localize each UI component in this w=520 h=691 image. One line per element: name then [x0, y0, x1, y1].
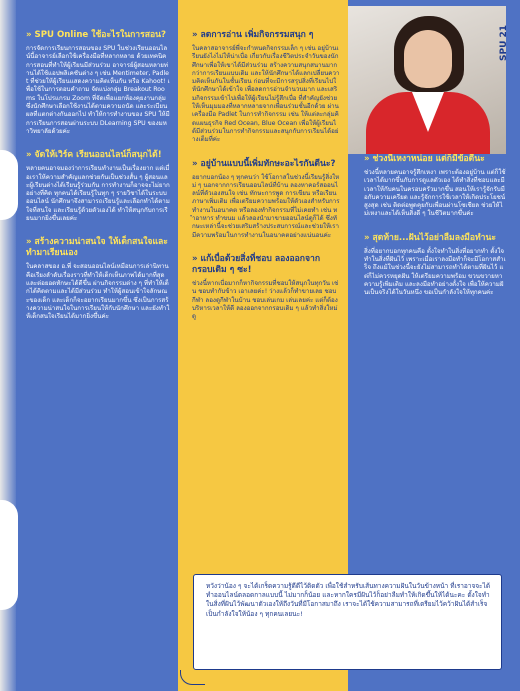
portrait-photo — [348, 6, 506, 154]
section-heading: » อยู่บ้านแบบนี้เพิ่มทักษะอะไรกันดีนะ? — [192, 158, 336, 169]
section-body: ในคลาสของ อ.พี่ จะสอนออนไลน์เหมือนการเล่านิทาน คือเรียงลำดับเรื่องราวที่ทำให้เด็กเห็นภาพได้มากที่สุด และต่อยอดทักษะได้ดีขึ้น ผ่านกิจกรรมต่าง ๆ ที่ทำให้เด็กได้คิดตามและได้มีส่วนร่วม ทำให้ผู้สอนเข้าใจลักษณะของเด็ก และเด็กก็จะอยากเรียนมากขึ้น ซึ่งเป็นการสร้างความน่าสนใจในการเรียนให้กับนักศึกษา และยังทำให้เด็กสนใจเรียนได้มากยิ่งขึ้นค่ะ — [26, 263, 170, 321]
decorative-shape — [0, 500, 18, 610]
photo-face — [404, 30, 452, 88]
left-column — [0, 0, 178, 691]
quote-box: หวังว่าน้อง ๆ จะได้เกร็ดความรู้ดีดีไว้ติดตัว เพื่อใช้สำหรับเส้นทางความฝันในวันข้างหน้า ที่เราอาจจะได้ทำออนไลน์ตลอดกาลแบบนี้ ไม่มากก็น้อย และหากใครมีฝันไว้ก็อย่าลืมทำให้เกิดขึ้นให้ได้นะคะ ตั้งใจทำในสิ่งที่ฝันไว้พัฒนาตัวเองให้ถึงวันที่มีโอกาสมาถึง เราจะได้ใช้ความสามารถที่เตรียมไว้คว้าฝันได้สำเร็จ เป็นกำลังใจให้น้อง ๆ ทุกคนเลยนะ! — [193, 574, 502, 670]
section-boredom — [192, 254, 340, 321]
decorative-shape — [0, 150, 18, 220]
section-heading: » ลดการอ่าน เพิ่มกิจกรรมสนุก ๆ — [192, 30, 314, 40]
section-heading: » สร้างความน่าสนใจ ให้เด็กสนใจและทำมาเรียนเอง — [26, 237, 168, 259]
section-heading: » สุดท้าย...ฝันไว้อย่าลืมลงมือทำนะ — [364, 232, 496, 243]
section-heading: » SPU Online ใช้อะไรในการสอน? — [26, 30, 166, 40]
section-body: ช่วงนี้หากเบื่อมากก็หากิจกรรมที่ชอบให้สนุกในทุกวัน เช่น ชอบทำกับข้าว เอาเลยค่ะ! ว่างแล้วก็ทำขายเลย ชอบกีฬา ลองดูกีฬาในบ้าน ชอบเล่นเกม เล่นเลยค่ะ แต่ก็ต้องบริหารเวลาให้ดี ลองออกจากกรอบเดิม ๆ แล้วทำสิ่งใหม่ดู — [192, 279, 339, 321]
section-heading: » ช่วงนี้เหงาหน่อย แต่ก็มีข้อดีนะ — [364, 154, 485, 164]
section-dream — [364, 233, 506, 298]
section-body: หลายคนอาจมองว่าการเรียนทำงานเป็นเรื่องยาก แต่เมื่อเราให้ความสำคัญแลกช่วยกันเป็นช่วงสั้น ๆ ผู้สอนและผู้เรียนต่างได้เรียนรู้ร่วมกัน การทำงานก็อาจจะไม่ยากอย่างที่คิด ทุกคนได้เรียนรู้ในทุก ๆ รายวิชาได้ในระบบออนไลน์ นักศึกษาจึงสามารถเรียนรู้และเลือกทำได้ตามใจที่สนใจ และเรียนรู้ด้วยตัวเองได้ ทำให้สนุกกับการเรียนมากยิ่งขึ้นเลยค่ะ — [26, 165, 170, 223]
section-body: ช่วงนี้หลายคนอาจรู้สึกเหงา เพราะต้องอยู่บ้าน แต่ก็ใช้เวลาได้มากขึ้นกับการดูแลตัวเอง ได้ทำสิ่งที่ชอบและมีเวลาให้กับคนในครอบครัวมากขึ้น สอนให้เรารู้จักรับมือกับความเครียด และรู้จักการใช้เวลาให้เกิดประโยชน์สูงสุด เช่น ติดต่อพูดคุยกับเพื่อนผ่านโซเชียล ช่วยให้ไม่เหงาและได้เห็นสิ่งดี ๆ ในชีวิตมากขึ้นค่ะ — [364, 169, 506, 218]
right-column-content — [364, 154, 506, 312]
section-body: การจัดการเรียนการสอนของ SPU ในช่วงเรียนออนไลน์นี้อาจารย์เลือกใช้เครื่องมือที่หลากหลาย ด้วยเทคนิคการสอนที่ทำให้ผู้เรียนมีส่วนร่วม อาจารย์ผู้สอนหลายท่านได้ใช้แอปพลิเคชันต่าง ๆ เช่น Mentimeter, Padlet ที่ช่วยให้ผู้เรียนแสดงความคิดเห็นกัน หรือ Kahoot! เพื่อใช้ในการตอบคำถาม จัดแบ่งกลุ่ม Breakout Rooms ในโปรแกรม Zoom ที่จัดเพื่อแยกห้องคุยงานกลุ่ม ซึ่งนักศึกษาเลือกใช้งานได้ตามความถนัด และระเบียนผลที่แตกต่างกันออกไป ทำให้การทำงานของ SPU ให้มีการเรียนการสอนผ่านระบบ DLearning SPU ของมหาวิทยาลัยด้วยค่ะ — [26, 45, 170, 135]
section-spu-online — [26, 30, 170, 136]
section-heading: » จัดให้เวิร์ค เรียนออนไลน์ก็สนุกได้! — [26, 150, 162, 161]
section-body: อยากบอกน้อง ๆ ทุกคนว่า ใช้โอกาสในช่วงนี้เรียนรู้สิ่งใหม่ ๆ นอกจากการเรียนออนไลน์ที่บ้าน ลองหาคอร์สออนไลน์ที่ตัวเองสนใจ เช่น ทักษะการพูด การเขียน หรือเรียนภาษาเพิ่มเติม เพื่อเตรียมความพร้อมให้ตัวเองสำหรับการทำงานในอนาคต หรือลองทำกิจกรรมที่ไม่เคยทำ เช่น ทำอาหาร ทำขนม แล้วลองนำมาขายออนไลน์ดูก็ได้ ซึ่งทักษะเหล่านี้จะช่วยเสริมสร้างประสบการณ์และช่วยให้เรามีความพร้อมในการทำงานในอนาคตอย่างแน่นอนค่ะ — [192, 173, 340, 239]
section-body: ในคลาสอาจารย์พี่จะกำหนดกิจกรรมเล็ก ๆ เช่น อยู่บ้านเรียนยังไงไม่ให้น่าเบื่อ เกี่ยวกับเรื่องชีวิตประจำวันของนักศึกษาเพื่อให้เขาได้มีส่วนร่วม สร้างความสนุกสนานมากกว่าการเรียนแบบเดิม และให้นักศึกษาได้แลกเปลี่ยนความคิดเห็นกันในชั้นเรียน ก่อนที่จะมีการสรุปสิ่งที่เรียนไปให้นักศึกษาได้เข้าใจ เพื่อลดการอ่านจำนวนมาก และเสริมกิจกรรมเข้าไปเพื่อให้ผู้เรียนไม่รู้สึกเบื่อ ที่สำคัญยังช่วยให้เห็นมุมมองที่หลากหลายจากเพื่อนร่วมชั้นอีกด้วย ผ่านเครื่องมือ Padlet ในการทำกิจกรรม เช่น ให้แต่ละกลุ่มคิดแผนธุรกิจ Red Ocean, Blue Ocean เพื่อให้ผู้เรียนได้มีส่วนร่วมในการทำกิจกรรมและสนุกกับการเรียนได้อย่างเต็มที่ค่ะ — [192, 45, 340, 144]
page-label: SPU 21 — [499, 24, 509, 62]
section-interest — [26, 237, 170, 321]
section-activities — [192, 30, 340, 145]
section-lonely — [364, 154, 506, 219]
section-body: สิ่งที่อยากบอกทุกคนคือ ตั้งใจทำในสิ่งที่อยากทำ ตั้งใจทำในสิ่งที่ฝันไว้ เพราะเมื่อเราลงมือทำก็จะมีโอกาสสำเร็จ ถึงแม้ในช่วงนี้จะยังไม่สามารถทำได้ตามที่ฝันไว้ แต่ก็ไม่ควรหยุดฝัน ให้เตรียมความพร้อม ขวนขวายหาความรู้เพิ่มเติม และลงมือทำอย่างตั้งใจ เพื่อให้ความฝันเป็นจริงได้ในวันหนึ่ง ขอเป็นกำลังใจให้ทุกคนค่ะ — [364, 247, 506, 297]
section-skills — [192, 159, 340, 240]
section-heading: » แก้เบื่อด้วยสิ่งที่ชอบ ลองออกจากกรอบเดิม ๆ ซะ! — [192, 253, 321, 275]
section-online-fun — [26, 150, 170, 223]
